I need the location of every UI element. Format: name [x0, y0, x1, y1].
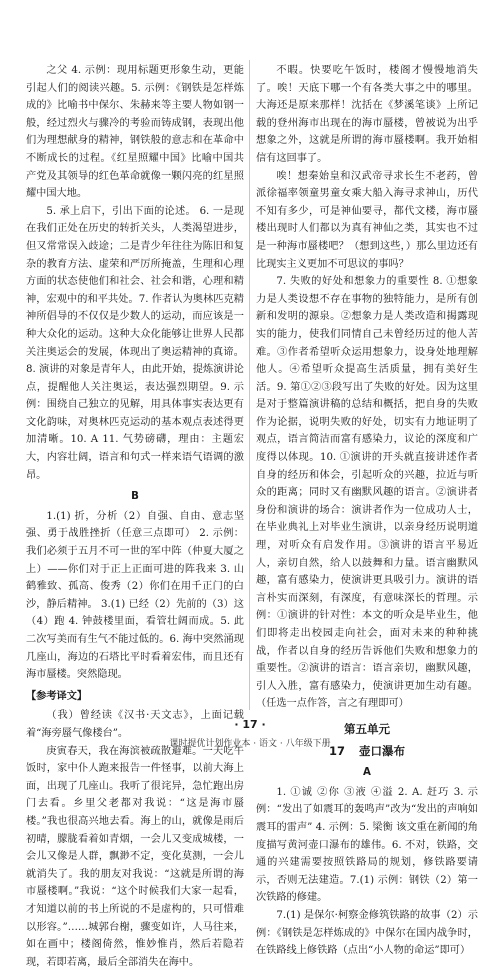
- right-paragraph-4: 1. ①诚 ②你 ③液 ④溢 2. A. 赶巧 3. 示例：“发出了如震耳的轰鸣声”改为“发出的声响如震耳的雷声” 4. 示例：5. 梁衡 该文重在新闻的角度描写黄河壶口瀑布的雄伟。6. 不对，铁路，交通的兴建需要按照铁路局的规划，修铁路要请示，否则无法建造。7.(1) 示例：钢铁（2）第一次铁路的修建。: [256, 786, 478, 904]
- left-paragraph-2: 5. 承上启下，引出下面的论述。 6. 一是现在我们正处在历史的转折关头，人类渴望进步，但又常常误入歧途；二是青少年往往为陈旧和复杂的教育方法、虚荣和严厉所掩盖，生理和心理方面的状态使他们和社会、社会和谐，心理和精神，宏观中的和平共处。7. 作者认为奥林匹克精神所倡导的不仅仅是少数人的运动，而应该是一种大众化的运动。这种大众化能够让世界人民都关注奥运会的发展，体现出了奥运精神的真谛。8. 演讲的对象是青年人，由此开始，提炼演讲论点，提醒他人关注奥运，表达强烈期望。9. 示例：围绕自己独立的见解，用具体事实表达更有文化韵味，对奥林匹克运动的基本观点表述得更加清晰。10. A 11. 气势磅礴，理由：主题宏大，内容壮阔，语言和句式一样来语气语调的激昂。: [26, 205, 244, 481]
- left-paragraph-5: 庚寅春天，我在海滨被疏散避难。一天吃午饭时，家中仆人跑来报告一件怪事，以前大海上面，出现了几座山。我听了很诧异，急忙跑出房门去看。乡里父老都对我说：“这是海市蜃楼。”我也很高兴地去看。海上的山，就像是雨后初晴，朦胧看着如青烟，一会儿又变成城楼，一会儿又像是人群，飘渺不定，变化莫测，一会儿就消失了。我的朋友对我说：“这就是所谓的海市蜃楼啊。”我说：“这个时候我们大家一起看，才知道以前的书上所说的不是虚构的，只可惜难以形容。”……城郭台榭，骤变如许，人马往来，如在画中；楼阁倚然，惟妙惟肖，然后若隐若现，若即若离，最后全部消失在海中。: [26, 745, 244, 968]
- left-column: [26, 62, 244, 971]
- column-divider: [249, 60, 250, 710]
- right-paragraph-3: 7. 失败的好处和想象力的重要性 8. ①想象力是人类设想不存在事物的独特能力，是所有创新和发明的源泉。②想象力是人类改造和揭露现实的能力，使我们同情自己未曾经历过的他人苦难。③作者希望听众运用想象力，设身处地理解他人。④希望听众提高生活质量，拥有美好生活。9. 第①②③段写出了失败的好处。因为这里是对于整篇演讲稿的总结和概括，把自身的失败作为论据，说明失败的好处，切实有力地证明了观点，语言简洁而富有感染力，议论的深度和广度得以体现。10. ①演讲的开头就直接讲述作者自身的经历和体会，引起听众的兴趣，拉近与听众的距离；同时又有幽默风趣的语言。②演讲者身份和演讲的场合：演讲者作为一位成功人士，在毕业典礼上对毕业生演讲，以亲身经历说明道理，对听众有启发作用。③演讲的语言平易近人，亲切自然，给人以鼓舞和力量。语言幽默风趣，富有感染力，使演讲更具吸引力。演讲的语言朴实而深刻，有深度，有意味深长的哲理。示例：①演讲的针对性：本文的听众是毕业生，他们即将走出校园走向社会，面对未来的种种挑战，作者以自身的经历告诉他们失败和想象力的重要性。②演讲的语言：语言亲切，幽默风趣，引人入胜，富有感染力，使演讲更加生动有趣。（任选一点作答，言之有理即可）: [256, 276, 478, 710]
- right-paragraph-5: 7.(1) 是保尔·柯察金修筑铁路的故事（2）示例：《钢铁是怎样炼成的》中保尔在国内战争时，在铁路线上修铁路（点出“小人物的命运”即可）: [256, 909, 478, 957]
- footer-text: 课时提优计划作业本 · 语文 · 八年级下册: [169, 739, 331, 749]
- section-a-heading: A: [363, 767, 371, 779]
- lesson-number: 17: [328, 743, 345, 758]
- left-paragraph-1: 之父 4. 示例：现用标题更形象生动，更能引起人们的阅读兴趣。5. 示例：《钢铁是怎样炼成的》比喻书中保尔、朱赫来等主要人物如钢一般，经过烈火与骤冷的考验而铸成钢，表现出他们为理想献身的精神，钢铁般的意志和在革命中不断成长的过程。《红星照耀中国》比喻中国共产党及其领导的红色革命就像一颗闪亮的红星照耀中国大地。: [26, 65, 244, 200]
- unit-title: 第五单元: [344, 721, 390, 736]
- left-paragraph-4: （我）曾经读《汉书·天文志》，上面记载着“海旁蜃气像楼台”。: [26, 710, 244, 739]
- page-number: · 17 ·: [234, 718, 266, 731]
- lesson-name: 壶口瀑布: [359, 743, 406, 758]
- right-column: [256, 62, 478, 960]
- section-b-heading: B: [131, 491, 139, 503]
- right-paragraph-1: 不暇。快要吃午饭时，楼阁才慢慢地消失了。唉！天底下哪一个有各类大事之中的哪里。大海还是原来那样！沈括在《梦溪笔谈》上所记载的登州海市出现在的海市蜃楼，曾被说为出乎想象之外，这就是所谓的海市蜃楼啊。我开始相信有这回事了。: [256, 65, 478, 164]
- reference-translation-heading: 【参考译文】: [26, 690, 88, 702]
- right-paragraph-2: 唉！想秦始皇和汉武帝寻求长生不老药，曾派徐福率领童男童女乘大船入海寻求神山，历代不知有多少，可是神仙要寻，都代文楼，海市蜃楼出现时人们都以为真有神仙之类，其实也不过是一种海市蜃楼吧？（想到这些，）那么里边还有比现实主义更加不可思议的事吗？: [256, 170, 478, 270]
- left-paragraph-3: 1.(1) 折，分析（2）自强、自由、意志坚强、勇于战胜挫折（任意三点即可） 2. 示例：我们必须于五月不可一世的军中阵（仲夏大厦之上）——你们对于正上正面可进的阵我来 3. 山鹤雅致、孤高、俊秀（2）你们在用千正门的白沙，静后精神。 3.(1) 已经（2）先前的（3）这（4）跑 4. 钟鼓楼里面，看管壮阔而成。5. 此二次写美而有生气不能过低的。6. 海中突然涌现几座山，海边的石塔比平时看着宏伟，而且还有海市蜃楼。突然隐现。: [26, 510, 244, 681]
